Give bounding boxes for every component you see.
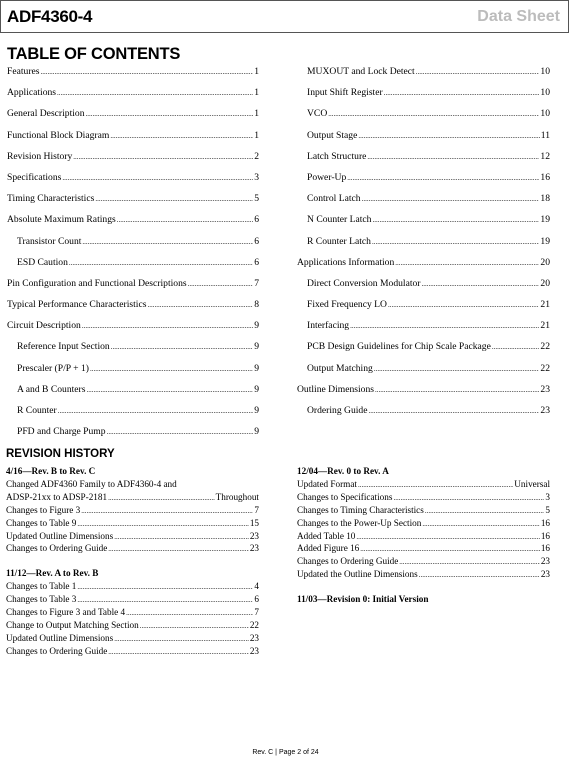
leader-dots bbox=[108, 491, 215, 505]
leader-dots bbox=[57, 87, 253, 98]
revision-item bbox=[6, 517, 259, 530]
revision-item-label: Change to Output Matching Section bbox=[6, 620, 139, 631]
toc-entry-label: Control Latch bbox=[307, 193, 361, 205]
toc-entry-page: 18 bbox=[540, 193, 550, 205]
part-number: ADF4360-4 bbox=[7, 7, 93, 26]
toc-entry-page: 10 bbox=[540, 66, 550, 77]
toc-entry-page: 7 bbox=[254, 277, 259, 289]
toc-entry[interactable] bbox=[7, 236, 259, 257]
toc-entry[interactable] bbox=[7, 108, 259, 129]
revision-history-right-column bbox=[297, 465, 550, 618]
toc-entry-label: Circuit Description bbox=[7, 320, 81, 332]
revision-item-page: 23 bbox=[249, 543, 259, 554]
leader-dots bbox=[492, 341, 540, 352]
leader-dots bbox=[362, 193, 540, 204]
leader-dots bbox=[188, 278, 254, 289]
leader-dots bbox=[114, 530, 249, 544]
toc-entry[interactable] bbox=[7, 363, 259, 384]
revision-item-label: ADSP-21xx to ADSP-2181 bbox=[6, 491, 108, 502]
revision-item bbox=[297, 555, 550, 568]
revision-heading: 11/12—Rev. A to Rev. B bbox=[6, 568, 99, 579]
toc-entry[interactable] bbox=[7, 405, 259, 426]
leader-dots bbox=[77, 593, 253, 607]
revision-item-page: 4 bbox=[254, 581, 259, 592]
toc-entry-label: Timing Characteristics bbox=[7, 193, 95, 205]
toc-entry-page: 6 bbox=[254, 214, 259, 226]
leader-dots bbox=[90, 363, 253, 374]
page-header bbox=[0, 0, 569, 33]
toc-entry[interactable] bbox=[7, 193, 259, 214]
toc-entry-page: 5 bbox=[254, 193, 259, 205]
toc-entry[interactable] bbox=[297, 193, 550, 214]
toc-entry-label: Outline Dimensions bbox=[297, 383, 375, 395]
leader-dots bbox=[372, 214, 539, 225]
toc-entry[interactable] bbox=[7, 66, 259, 87]
toc-entry[interactable] bbox=[7, 172, 259, 193]
revision-item bbox=[297, 568, 550, 581]
toc-entry-label: MUXOUT and Lock Detect bbox=[307, 66, 415, 77]
toc-entry-page: 22 bbox=[540, 362, 550, 374]
toc-entry[interactable] bbox=[7, 87, 259, 108]
toc-entry-page: 9 bbox=[254, 426, 259, 438]
revision-item-page: 23 bbox=[249, 530, 259, 541]
toc-entry-page: 6 bbox=[254, 235, 259, 247]
revision-item-label: Updated Format bbox=[297, 479, 357, 489]
leader-dots bbox=[388, 299, 539, 310]
toc-entry-page: 6 bbox=[254, 256, 259, 268]
toc-entry[interactable] bbox=[297, 151, 550, 172]
revision-item-page: 15 bbox=[249, 517, 259, 528]
toc-entry-label: PFD and Charge Pump bbox=[17, 426, 106, 438]
leader-dots bbox=[384, 87, 540, 98]
revision-item bbox=[297, 504, 550, 517]
leader-dots bbox=[77, 580, 253, 594]
revision-item-label: Changes to Figure 3 bbox=[6, 504, 81, 515]
toc-entry-page: 19 bbox=[540, 214, 550, 226]
revision-item-label: Changes to Ordering Guide bbox=[6, 543, 108, 554]
leader-dots bbox=[108, 542, 249, 556]
toc-entry-label: Transistor Count bbox=[17, 235, 82, 247]
toc-entry-page: 20 bbox=[540, 277, 550, 289]
toc-entry-page: 21 bbox=[540, 320, 550, 332]
toc-entry-page: 3 bbox=[254, 171, 259, 183]
toc-entry-page: 12 bbox=[540, 150, 550, 162]
leader-dots bbox=[368, 405, 539, 416]
toc-entry[interactable] bbox=[297, 278, 550, 299]
revision-item-label: Changes to Timing Characteristics bbox=[297, 504, 424, 515]
toc-entry-label: Specifications bbox=[7, 171, 62, 183]
revision-item-page: 23 bbox=[249, 645, 259, 656]
revision-item-label: Changes to Table 3 bbox=[6, 594, 77, 605]
revision-item bbox=[6, 504, 259, 517]
leader-dots bbox=[87, 384, 254, 395]
revision-item bbox=[6, 632, 259, 645]
leader-dots bbox=[347, 172, 539, 183]
toc-entry[interactable] bbox=[7, 151, 259, 172]
revision-item-label: Changes to Specifications bbox=[297, 491, 393, 502]
leader-dots bbox=[126, 606, 253, 620]
revision-item-page: 3 bbox=[545, 491, 550, 502]
toc-entry[interactable] bbox=[297, 130, 550, 151]
revision-group bbox=[6, 567, 259, 657]
toc-entry-page: 9 bbox=[254, 341, 259, 353]
toc-left-column bbox=[7, 66, 259, 447]
toc-entry-page: 11 bbox=[540, 129, 550, 141]
toc-entry-label: Reference Input Section bbox=[17, 341, 110, 353]
toc-entry[interactable] bbox=[297, 87, 550, 108]
toc-entry-page: 9 bbox=[254, 362, 259, 374]
leader-dots bbox=[422, 278, 540, 289]
toc-entry-label: ESD Caution bbox=[17, 256, 68, 268]
revision-item bbox=[297, 478, 550, 491]
toc-entry-page: 22 bbox=[540, 341, 550, 353]
revision-group bbox=[6, 465, 259, 555]
toc-entry-label: Output Matching bbox=[307, 362, 373, 374]
toc-entry[interactable] bbox=[297, 66, 550, 87]
leader-dots bbox=[58, 405, 253, 416]
revision-group bbox=[297, 593, 550, 606]
revision-item-page: 16 bbox=[540, 543, 550, 554]
toc-entry-page: 9 bbox=[254, 383, 259, 395]
toc-entry-page: 1 bbox=[254, 108, 259, 120]
revision-item-label: Changes to Table 1 bbox=[6, 581, 77, 592]
revision-item-page: 16 bbox=[540, 517, 550, 528]
page-footer: Rev. C | Page 2 of 24 bbox=[252, 749, 319, 756]
toc-entry-page: 20 bbox=[540, 256, 550, 268]
toc-entry[interactable] bbox=[297, 405, 550, 426]
revision-item bbox=[6, 593, 259, 606]
toc-entry[interactable] bbox=[7, 299, 259, 320]
toc-entry-label: Fixed Frequency LO bbox=[307, 299, 387, 311]
toc-entry-label: R Counter bbox=[17, 405, 57, 416]
revision-item bbox=[6, 530, 259, 543]
revision-item-label: Changes to Ordering Guide bbox=[6, 645, 108, 656]
toc-entry[interactable] bbox=[297, 236, 550, 257]
toc-entry[interactable] bbox=[297, 341, 550, 362]
toc-entry[interactable] bbox=[7, 130, 259, 151]
leader-dots bbox=[358, 478, 513, 492]
leader-dots bbox=[110, 130, 253, 141]
leader-dots bbox=[350, 320, 539, 331]
leader-dots bbox=[114, 632, 249, 646]
toc-entry-label: Power-Up bbox=[307, 171, 347, 183]
revision-item bbox=[6, 491, 259, 504]
revision-item-page: 5 bbox=[545, 504, 550, 515]
toc-entry-page: 23 bbox=[540, 383, 550, 395]
toc-entry-page: 19 bbox=[540, 235, 550, 247]
revision-item-page: 6 bbox=[254, 594, 259, 605]
revision-heading: 12/04—Rev. 0 to Rev. A bbox=[297, 466, 389, 476]
toc-entry-label: General Description bbox=[7, 108, 85, 120]
toc-entry-label: Revision History bbox=[7, 150, 73, 162]
toc-title: TABLE OF CONTENTS bbox=[7, 45, 181, 63]
revision-item-page: 23 bbox=[540, 569, 550, 580]
toc-entry[interactable] bbox=[7, 257, 259, 278]
leader-dots bbox=[147, 299, 253, 310]
toc-entry-label: Applications bbox=[7, 87, 57, 99]
toc-entry-page: 1 bbox=[254, 87, 259, 99]
leader-dots bbox=[69, 257, 253, 268]
revision-item bbox=[6, 645, 259, 658]
revision-item-page: 7 bbox=[254, 504, 259, 515]
revision-item-label: Changes to Ordering Guide bbox=[297, 556, 399, 567]
revision-item-label: Changes to Table 9 bbox=[6, 517, 77, 528]
toc-entry-page: 9 bbox=[254, 405, 259, 416]
toc-entry-label: A and B Counters bbox=[17, 383, 86, 395]
revision-item-page: 16 bbox=[540, 530, 550, 541]
revision-item bbox=[297, 491, 550, 504]
leader-dots bbox=[73, 151, 253, 162]
leader-dots bbox=[375, 384, 539, 395]
revision-item bbox=[6, 580, 259, 593]
leader-dots bbox=[117, 214, 253, 225]
revision-item bbox=[297, 530, 550, 543]
revision-group bbox=[297, 465, 550, 581]
toc-entry-label: Features bbox=[7, 66, 40, 77]
leader-dots bbox=[416, 66, 540, 77]
toc-entry-page: 9 bbox=[254, 320, 259, 332]
revision-item-page: Universal bbox=[514, 479, 550, 489]
toc-entry-label: Input Shift Register bbox=[307, 87, 383, 99]
toc-entry-label: Absolute Maximum Ratings bbox=[7, 214, 116, 226]
toc-entry[interactable] bbox=[7, 384, 259, 405]
toc-entry-page: 1 bbox=[254, 66, 259, 77]
leader-dots bbox=[367, 151, 539, 162]
leader-dots bbox=[81, 504, 253, 518]
document-type: Data Sheet bbox=[477, 8, 560, 25]
toc-entry-label: Typical Performance Characteristics bbox=[7, 299, 147, 311]
toc-entry-label: N Counter Latch bbox=[307, 214, 372, 226]
toc-entry[interactable] bbox=[7, 278, 259, 299]
toc-entry-label: PCB Design Guidelines for Chip Scale Package bbox=[307, 341, 491, 353]
revision-item-label: Updated the Outline Dimensions bbox=[297, 569, 418, 580]
revision-item-label: Updated Outline Dimensions bbox=[6, 632, 114, 643]
leader-dots bbox=[82, 320, 253, 331]
leader-dots bbox=[399, 555, 540, 569]
revision-item-label: Added Table 10 bbox=[297, 530, 356, 541]
revision-item bbox=[6, 619, 259, 632]
toc-entry[interactable] bbox=[297, 257, 550, 278]
leader-dots bbox=[356, 530, 539, 544]
leader-dots bbox=[41, 66, 254, 77]
revision-heading: 11/03—Revision 0: Initial Version bbox=[297, 594, 429, 605]
revision-item-page: Throughout bbox=[215, 491, 259, 502]
revision-item bbox=[6, 606, 259, 619]
toc-entry-label: VCO bbox=[307, 108, 328, 120]
toc-entry-page: 16 bbox=[540, 171, 550, 183]
toc-entry-page: 10 bbox=[540, 108, 550, 120]
revision-item-label: Updated Outline Dimensions bbox=[6, 530, 114, 541]
leader-dots bbox=[360, 542, 540, 556]
leader-dots bbox=[425, 504, 545, 518]
toc-entry-label: Output Stage bbox=[307, 129, 358, 141]
toc-right-column bbox=[297, 66, 550, 426]
toc-entry-label: Latch Structure bbox=[307, 150, 367, 162]
leader-dots bbox=[77, 517, 248, 531]
toc-entry-label: Direct Conversion Modulator bbox=[307, 277, 421, 289]
revision-item-label: Changes to the Power-Up Section bbox=[297, 517, 422, 528]
leader-dots bbox=[108, 645, 249, 659]
revision-item-page: 23 bbox=[540, 556, 550, 567]
revision-history-left-column bbox=[6, 465, 259, 670]
revision-item bbox=[297, 517, 550, 530]
leader-dots bbox=[422, 517, 539, 531]
toc-entry[interactable] bbox=[297, 320, 550, 341]
leader-dots bbox=[107, 426, 254, 437]
toc-entry-label: Interfacing bbox=[307, 320, 350, 332]
toc-entry[interactable] bbox=[7, 426, 259, 447]
leader-dots bbox=[328, 108, 539, 119]
toc-entry[interactable] bbox=[297, 363, 550, 384]
toc-entry[interactable] bbox=[297, 172, 550, 193]
leader-dots bbox=[82, 236, 253, 247]
toc-entry-label: Ordering Guide bbox=[307, 405, 368, 416]
revision-item-label: Changed ADF4360 Family to ADF4360-4 and bbox=[6, 479, 177, 489]
toc-entry[interactable] bbox=[297, 299, 550, 320]
revision-history-title: REVISION HISTORY bbox=[6, 448, 115, 460]
leader-dots bbox=[372, 236, 539, 247]
revision-item bbox=[6, 542, 259, 555]
toc-entry-label: Functional Block Diagram bbox=[7, 129, 110, 141]
leader-dots bbox=[374, 363, 540, 374]
revision-item bbox=[297, 542, 550, 555]
leader-dots bbox=[62, 172, 253, 183]
revision-item-label: Added Figure 16 bbox=[297, 543, 360, 554]
toc-entry[interactable] bbox=[297, 108, 550, 129]
toc-entry-page: 23 bbox=[540, 405, 550, 416]
leader-dots bbox=[95, 193, 253, 204]
revision-item-label: Changes to Figure 3 and Table 4 bbox=[6, 607, 126, 618]
leader-dots bbox=[395, 257, 539, 268]
leader-dots bbox=[111, 341, 254, 352]
revision-item-page: 22 bbox=[249, 620, 259, 631]
toc-entry-label: R Counter Latch bbox=[307, 235, 371, 247]
leader-dots bbox=[86, 108, 254, 119]
toc-entry-page: 2 bbox=[254, 150, 259, 162]
toc-entry[interactable] bbox=[297, 384, 550, 405]
toc-entry-page: 10 bbox=[540, 87, 550, 99]
leader-dots bbox=[419, 568, 540, 582]
revision-item-page: 7 bbox=[254, 607, 259, 618]
toc-entry[interactable] bbox=[7, 320, 259, 341]
toc-entry-page: 21 bbox=[540, 299, 550, 311]
toc-entry-page: 1 bbox=[254, 129, 259, 141]
leader-dots bbox=[393, 491, 544, 505]
revision-heading: 4/16—Rev. B to Rev. C bbox=[6, 466, 96, 476]
toc-entry-label: Pin Configuration and Functional Descriptions bbox=[7, 277, 187, 289]
toc-entry[interactable] bbox=[7, 341, 259, 362]
toc-entry-label: Applications Information bbox=[297, 256, 395, 268]
toc-entry[interactable] bbox=[7, 214, 259, 235]
leader-dots bbox=[358, 130, 539, 141]
leader-dots bbox=[140, 619, 249, 633]
toc-entry[interactable] bbox=[297, 214, 550, 235]
revision-item-page: 23 bbox=[249, 632, 259, 643]
toc-entry-label: Prescaler (P/P + 1) bbox=[17, 362, 89, 374]
toc-entry-page: 8 bbox=[254, 299, 259, 311]
